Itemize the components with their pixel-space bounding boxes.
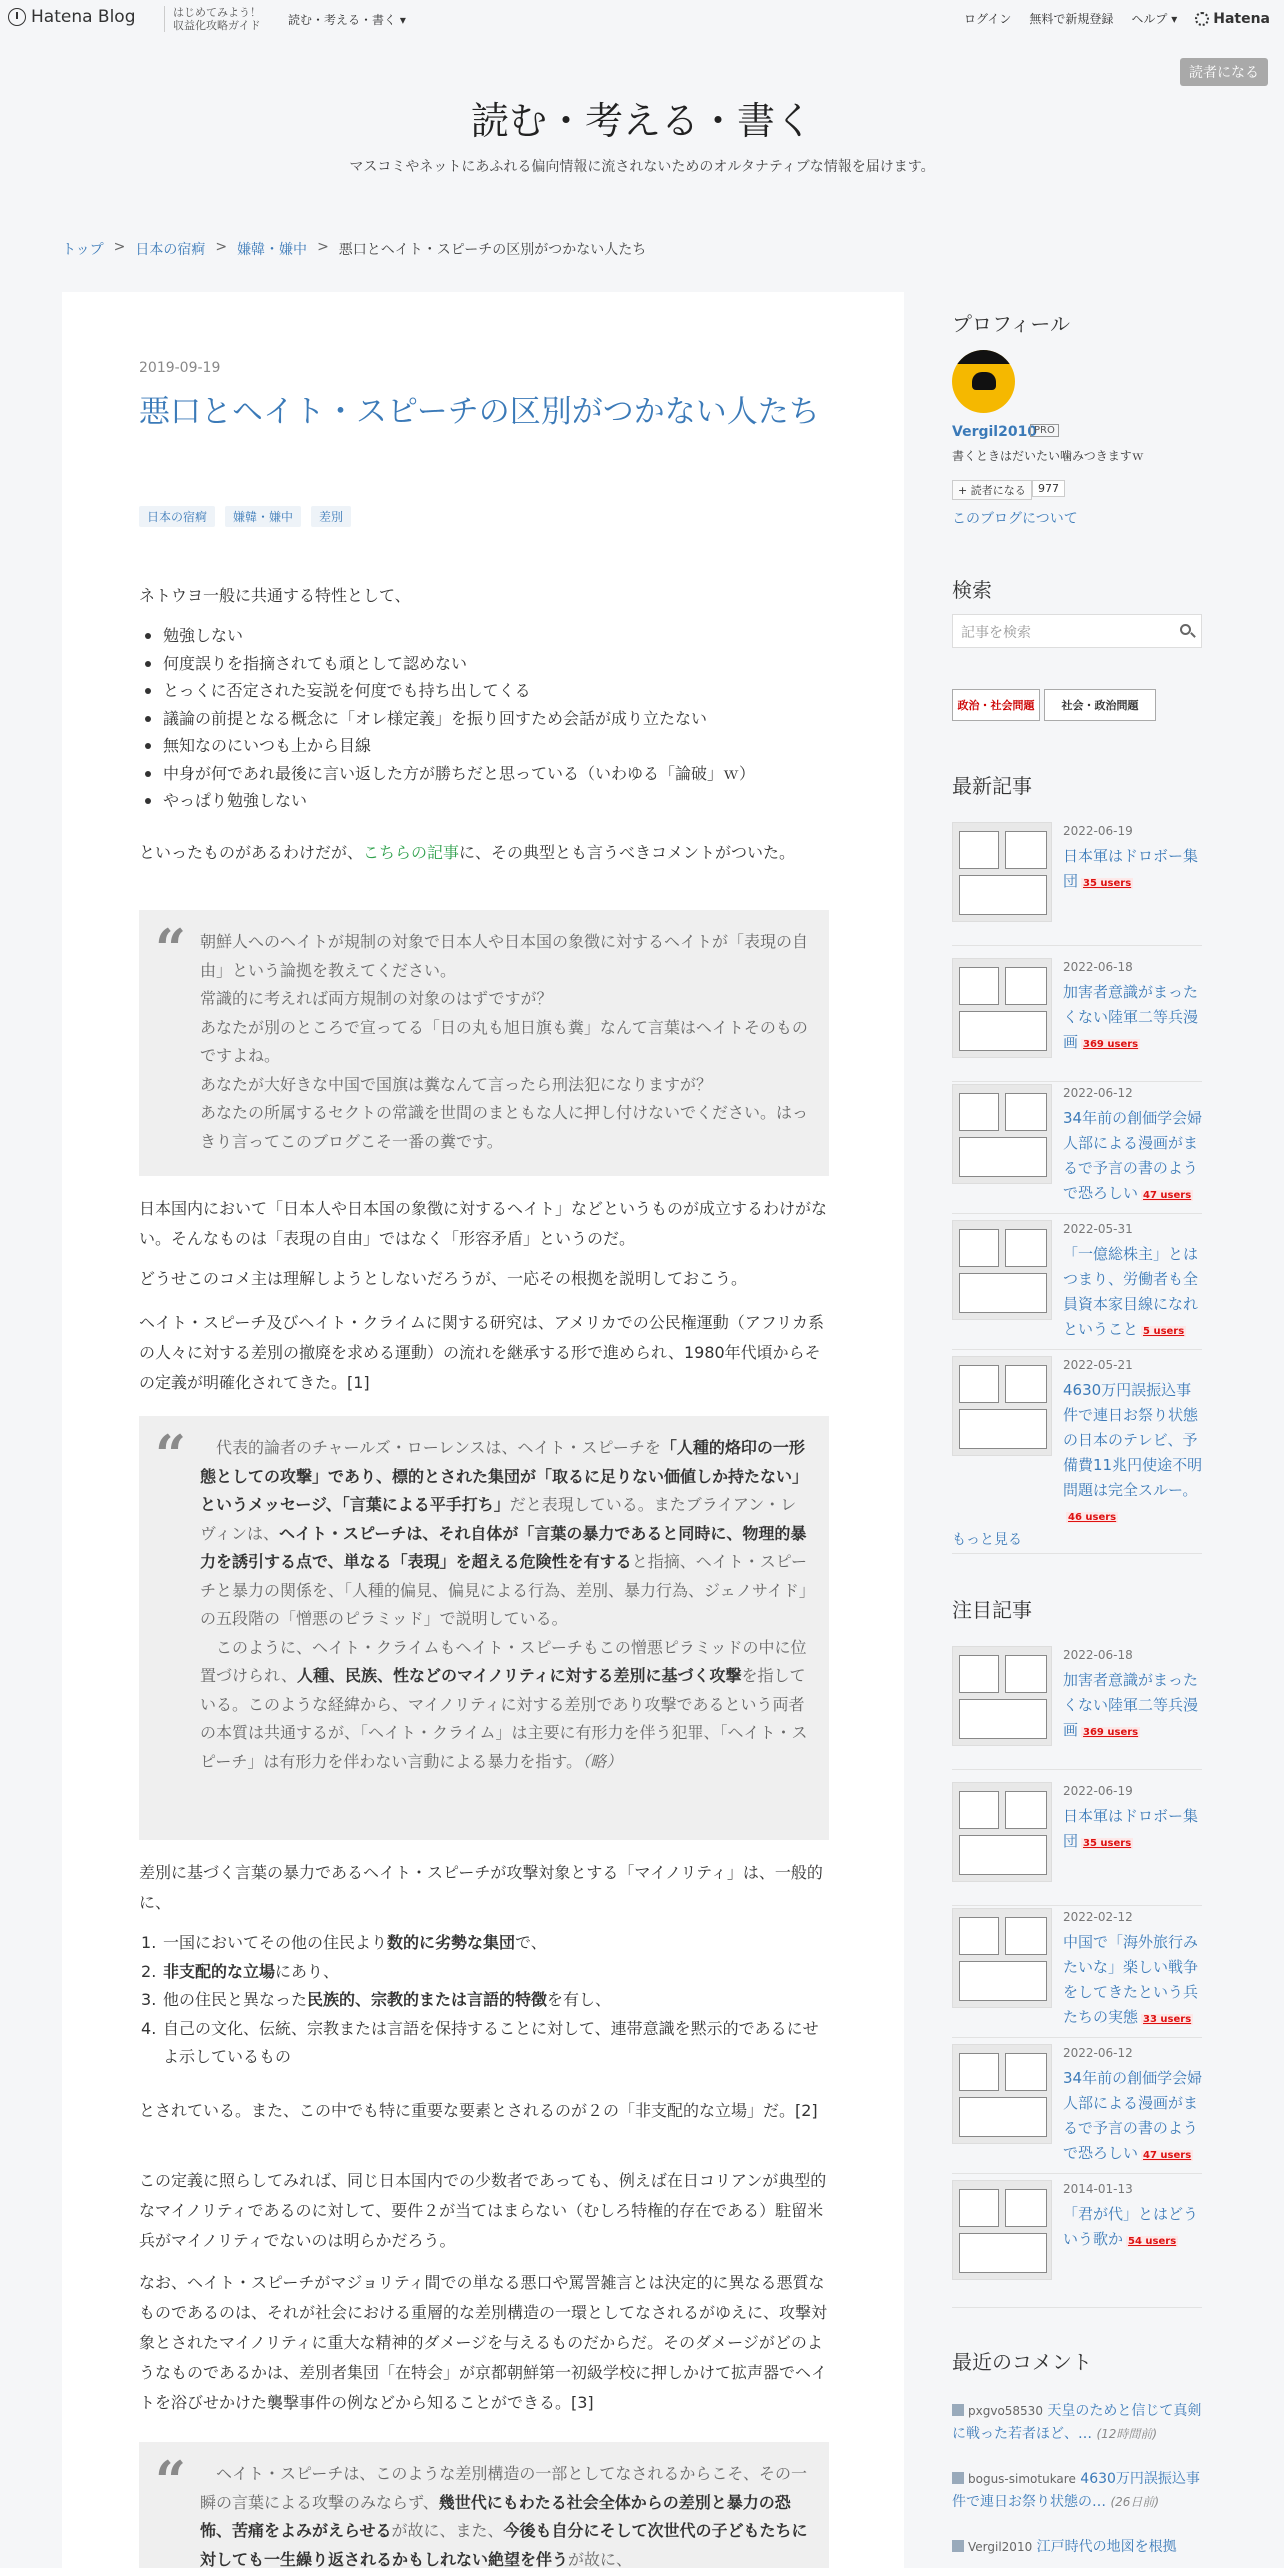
entry-title[interactable]: 悪口とヘイト・スピーチの区別がつかない人たち	[139, 394, 820, 430]
entry-thumbnail[interactable]	[952, 1646, 1052, 1746]
title-text: 34年前の創価学会婦人部による漫画がまるで予言の書のようで恐ろしい	[1063, 2069, 1203, 2162]
title-text: 4630万円誤振込事件で連日お祭り状態の日本のテレビ、予備費11兆円使途不明問題は完全スルー。	[1063, 1381, 1203, 1499]
blog-title[interactable]: 読む・考える・書く	[470, 99, 813, 143]
text: 一国においてその他の住民より	[163, 1933, 388, 1952]
text: で、	[515, 1933, 547, 1952]
search-placeholder: 記事を検索	[961, 625, 1031, 641]
entry-title[interactable]	[1063, 1242, 1203, 1344]
entry-title[interactable]	[1063, 1668, 1203, 1745]
title-text: 加害者意識がまったくない陸軍二等兵漫画	[1063, 1671, 1199, 1739]
list-item	[139, 1958, 829, 1987]
entry-thumbnail[interactable]	[952, 2180, 1052, 2280]
bookmark-count[interactable]: 54 users	[1128, 2236, 1177, 2247]
entry-title[interactable]	[1063, 1930, 1203, 2032]
cat-icon	[972, 372, 996, 390]
about-blog-link[interactable]: このブログについて	[952, 511, 1078, 527]
hatena-logo[interactable]	[1195, 10, 1270, 27]
title-text: 中国で「海外旅行みたいな」楽しい戦争をしてきたという兵たちの実態	[1063, 1933, 1199, 2026]
quote-line: 朝鮮人へのヘイトが規制の対象で日本人や日本国の象徴に対するヘイトが「表現の自由」という論拠を教えてください。	[200, 932, 809, 980]
bold-text: 幾世代にもわたる社会全体からの差別と暴力の恐怖、苦痛をよみがえらせる	[200, 2492, 791, 2540]
entry-title[interactable]	[1063, 2202, 1203, 2254]
search-heading: 検索	[952, 578, 992, 602]
text: といったものがあるわけだが、	[139, 843, 364, 862]
entry-date: 2022-06-18	[1063, 1648, 1133, 1662]
entry-date: 2022-06-18	[1063, 960, 1133, 974]
paragraph: ネトウヨ一般に共通する特性として、	[139, 586, 411, 605]
list-item: 何度誤りを指摘されても頑として認めない	[139, 650, 829, 678]
text: が故に、	[568, 2549, 633, 2568]
quote-icon: “	[155, 2449, 187, 2513]
text: と指摘、ヘイト・スピーチと暴力の関係を、「人種的偏見、偏見による行為、差別、暴力行為、ジェノサイド」の五段階の「憎悪のピラミッド」で説明している。	[200, 1552, 808, 1628]
entry-thumbnail[interactable]	[952, 958, 1052, 1058]
category-tag[interactable]: 嫌韓・嫌中	[225, 506, 301, 527]
login-link[interactable]: ログイン	[963, 12, 1012, 26]
monetization-guide-link[interactable]	[164, 6, 261, 32]
text: だと表現している。またブライアン・レヴィンは、	[200, 1495, 797, 1543]
bold-text: 「言葉による平手打ち」	[341, 1495, 510, 1514]
pro-badge: PRO	[1030, 424, 1059, 437]
entry-thumbnail[interactable]	[952, 1084, 1052, 1184]
ranking-banner-politics[interactable]: 政治・社会問題	[952, 689, 1040, 721]
entry-title[interactable]	[1063, 980, 1203, 1057]
bookmark-count[interactable]: 47 users	[1143, 1190, 1192, 1201]
recent-entry[interactable]	[952, 1356, 1202, 1554]
paragraph: この定義に照らしてみれば、同じ日本国内での少数者であっても、例えば在日コリアンが典型的なマイノリティであるのに対して、要件２が当てはまらない（むしろ特権的存在である）駐留米兵がマイノリティでないのは明らかだろう。	[139, 2171, 827, 2250]
breadcrumb-separator: >	[317, 239, 329, 255]
numbered-list	[139, 1929, 829, 2072]
quote-line: あなたが別のところで宣ってる「日の丸も旭日旗も糞」なんて言葉はヘイトそのものですよね。	[200, 1017, 808, 1065]
blog-menu[interactable]: 読む・考える・書く ▾	[288, 13, 406, 27]
recent-entry[interactable]	[952, 1220, 1202, 1350]
breadcrumb-separator: >	[113, 239, 126, 255]
entry-date[interactable]: 2019-09-19	[139, 360, 221, 376]
breadcrumb-current: 悪口とヘイト・スピーチの区別がつかない人たち	[338, 242, 647, 258]
quote-text	[200, 928, 808, 1156]
more-link[interactable]: もっと見る	[952, 1532, 1022, 1548]
featured-entry[interactable]	[952, 2180, 1202, 2308]
entry-thumbnail[interactable]	[952, 1356, 1052, 1456]
comment-text[interactable]: 天皇のためと信じて真剣に戦った若者ほど、…	[952, 2403, 1202, 2442]
featured-entry[interactable]	[952, 2044, 1202, 2174]
text: に、その典型とも言うべきコメントがついた。	[459, 843, 796, 862]
entry-categories	[139, 506, 351, 527]
entry-title[interactable]	[1063, 1804, 1203, 1856]
reader-count: 977	[1032, 480, 1065, 497]
list-item	[139, 1986, 829, 2015]
list-item: やっぱり勉強しない	[139, 787, 829, 815]
help-menu[interactable]: ヘルプ ▾	[1131, 12, 1178, 26]
hatena-blog-icon	[8, 8, 26, 26]
blockquote	[139, 910, 829, 1176]
text: にあり、	[275, 1961, 340, 1981]
bookmark-count[interactable]: 369 users	[1083, 1039, 1139, 1050]
featured-entry[interactable]	[952, 1646, 1202, 1770]
header-right	[964, 10, 1270, 27]
bookmark-count[interactable]: 35 users	[1083, 1838, 1132, 1849]
hatena-dots-icon	[1195, 12, 1209, 26]
breadcrumb	[62, 239, 646, 259]
entry-date: 2022-06-12	[1063, 1086, 1133, 1100]
article-link[interactable]: こちらの記事	[363, 843, 460, 862]
comments-heading: 最近のコメント	[952, 2350, 1092, 2374]
quote-icon: “	[155, 1423, 187, 1487]
entry-date: 2022-05-21	[1063, 1358, 1133, 1372]
category-tag[interactable]: 差別	[311, 506, 351, 527]
list-item: 自己の文化、伝統、宗教または言語を保持することに対して、連帯意識を黙示的であるにせよ示しているもの	[163, 2018, 819, 2066]
entry-thumbnail[interactable]	[952, 1782, 1052, 1882]
logo-text: Hatena Blog	[31, 7, 136, 27]
profile-description: 書くときはだいたい噛みつきますｗ	[952, 449, 1144, 463]
avatar[interactable]	[952, 350, 1015, 413]
signup-link[interactable]: 無料で新規登録	[1029, 12, 1114, 26]
list-item: 中身が何であれ最後に言い返した方が勝ちだと思っている（いわゆる「論破」ｗ）	[139, 760, 829, 788]
blog-description: マスコミやネットにあふれる偏向情報に流されないためのオルタナティブな情報を届けます。	[349, 159, 935, 175]
recent-heading: 最新記事	[952, 774, 1032, 798]
list-item: 勉強しない	[139, 622, 829, 650]
bold-text: 数的に劣勢な集団	[387, 1933, 516, 1952]
comment-user[interactable]: bogus-simotukare	[968, 2472, 1076, 2486]
bullet-list	[139, 622, 829, 815]
bookmark-count[interactable]: 47 users	[1143, 2150, 1192, 2161]
bookmark-count[interactable]: 33 users	[1143, 2014, 1192, 2025]
bookmark-count[interactable]: 46 users	[1068, 1512, 1117, 1523]
blockquote	[139, 2442, 829, 2568]
user-icon	[952, 2472, 964, 2484]
paragraph: 差別に基づく言葉の暴力であるヘイト・スピーチが攻撃対象とする「マイノリティ」は、一般的に、	[139, 1863, 823, 1912]
bold-text: 非支配的な立場	[163, 1961, 276, 1981]
entry-thumbnail[interactable]	[952, 822, 1052, 922]
paragraph: なお、ヘイト・スピーチがマジョリティ間での単なる悪口や罵詈雑言とは決定的に異なる悪質なものであるのは、それが社会における重層的な差別構造の一環としてなされるがゆえに、攻撃対象とされたマイノリティに重大な精神的ダメージを与えるものだからだ。そのダメージがどのようなものであるかは、差別者集団「在特会」が京都朝鮮第一初級学校に押しかけて拡声器でヘイトを浴びせかけた襲撃事件の例などから知ることができる。[3]	[139, 2273, 828, 2412]
entry-thumbnail[interactable]	[952, 1220, 1052, 1320]
user-icon	[952, 2404, 964, 2416]
featured-heading: 注目記事	[952, 1598, 1032, 1622]
entry-title[interactable]	[1063, 1106, 1203, 1208]
list-item: 議論の前提となる概念に「オレ様定義」を振り回すため会話が成り立たない	[139, 705, 829, 733]
paragraph: とされている。また、この中でも特に重要な要素とされるのが２の「非支配的な立場」だ。[2]	[139, 2101, 818, 2120]
entry-title[interactable]	[1063, 844, 1203, 896]
bold-text: 人種、民族、性などのマイノリティに対する差別に基づく攻撃	[296, 1666, 742, 1685]
subscribe-button[interactable]: 読者になる	[1180, 58, 1268, 86]
recent-comment[interactable]	[952, 2468, 1202, 2514]
entry-date: 2022-02-12	[1063, 1910, 1133, 1924]
search-icon[interactable]	[1180, 624, 1191, 635]
bold-text: 民族的、宗教的または言語的特徴	[307, 1990, 548, 2009]
bookmark-count[interactable]: 369 users	[1083, 1727, 1139, 1738]
paragraph: ヘイト・スピーチ及びヘイト・クライムに関する研究は、アメリカでの公民権運動（アフリカ系の人々に対する差別の撤廃を求める運動）の流れを継承する形で進められ、1980年代頃からその定義が明確化されてきた。[1]	[139, 1313, 824, 1392]
category-tag[interactable]: 日本の宿痾	[139, 506, 215, 527]
entry-title[interactable]	[1063, 2066, 1203, 2168]
entry-thumbnail[interactable]	[952, 2044, 1052, 2144]
text: このように、ヘイト・クライムもヘイト・スピーチもこの憎悪ピラミッドの中に位置づけられ、	[200, 1637, 807, 1685]
entry-date: 2014-01-13	[1063, 2182, 1133, 2196]
entry-date: 2022-06-19	[1063, 1784, 1133, 1798]
quote-text	[200, 1434, 808, 1776]
recent-entry[interactable]	[952, 1084, 1202, 1214]
title-text: 「一億総株主」とはつまり、労働者も全員資本家目線になれということ	[1063, 1245, 1199, 1338]
entry-date: 2022-05-31	[1063, 1222, 1133, 1236]
featured-entry[interactable]	[952, 1782, 1202, 1906]
guide-line1: はじめてみよう！	[173, 6, 261, 19]
user-icon	[952, 2540, 964, 2552]
username[interactable]: Vergil2010	[952, 424, 1038, 440]
title-text: 日本軍はドロボー集団	[1063, 1807, 1199, 1850]
ranking-banner-society[interactable]: 社会・政治問題	[1044, 689, 1156, 721]
text: が故に、また、	[391, 2521, 504, 2540]
quote-text	[200, 2460, 808, 2568]
quote-line: あなたが大好きな中国で国旗は糞なんて言ったら刑法犯になりますが？	[200, 1074, 713, 1094]
blockquote	[139, 1416, 829, 1840]
text: 代表的論者のチャールズ・ローレンスは、ヘイト・スピーチを	[200, 1438, 661, 1457]
recent-comment[interactable]	[952, 2400, 1202, 2446]
text: を指している。このような経緯から、マイノリティに対する差別であり攻撃であるという両者の本質は共通するが、「ヘイト・クライム」は主要に有形力を伴う犯罪、「ヘイト・スピーチ」は有形力を伴わない言動による暴力を指す。	[200, 1666, 808, 1771]
list-item	[139, 1929, 829, 1958]
profile-heading: プロフィール	[952, 312, 1070, 336]
recent-comment[interactable]	[952, 2536, 1202, 2559]
comment-user[interactable]: pxgvo58530	[968, 2404, 1043, 2418]
bookmark-count[interactable]: 35 users	[1083, 878, 1132, 889]
global-header	[0, 0, 1284, 38]
bold-text: 「人種的烙印の一形態としての攻撃」であり、標的とされた集団が「取るに足りない価値しか持たない」というメッセージ	[200, 1438, 809, 1514]
bold-text: 今後も自分にそして次世代の子どもたちに対しても一生繰り返されるかもしれない絶望を伴う	[200, 2521, 808, 2568]
text: ヘイト・スピーチは、このような差別構造の一部としてなされるからこそ、その一瞬の言葉による攻撃のみならず、	[200, 2464, 808, 2512]
text: を有し、	[547, 1990, 612, 2009]
bookmark-count[interactable]: 5 users	[1143, 1326, 1185, 1337]
entry-title[interactable]	[1063, 1378, 1203, 1530]
featured-entry[interactable]	[952, 1908, 1202, 2038]
breadcrumb-category-2[interactable]: 嫌韓・嫌中	[237, 242, 308, 258]
article-card	[62, 292, 904, 2568]
quote-line: あなたの所属するセクトの常識を世間のまともな人に押し付けないでください。はっきり言ってこのブログこそ一番の糞です。	[200, 1103, 809, 1151]
comment-user[interactable]: Vergil2010	[968, 2540, 1033, 2554]
list-item: 無知なのにいつも上から目線	[139, 732, 829, 760]
paragraph: 日本国内において「日本人や日本国の象徴に対するヘイト」などというものが成立するわけがない。そんなものは「表現の自由」ではなく「形容矛盾」というのだ。	[139, 1199, 828, 1248]
title-text: 日本軍はドロボー集団	[1063, 847, 1199, 890]
breadcrumb-category-1[interactable]: 日本の宿痾	[135, 242, 206, 258]
entry-date: 2022-06-19	[1063, 824, 1133, 838]
comment-text[interactable]: 江戸時代の地図を根拠	[1036, 2539, 1177, 2555]
comment-time: (26日前)	[1110, 2495, 1160, 2509]
bold-text: 、	[325, 1495, 342, 1514]
entry-thumbnail[interactable]	[952, 1908, 1052, 2008]
hatena-blog-logo[interactable]	[8, 7, 136, 27]
comment-time: (12時間前)	[1096, 2427, 1158, 2441]
breadcrumb-top[interactable]: トップ	[62, 242, 104, 258]
recent-entry[interactable]	[952, 958, 1202, 1082]
paragraph	[139, 838, 829, 868]
list-item: とっくに否定された妄説を何度でも持ち出してくる	[139, 677, 829, 705]
bold-text: ヘイト・スピーチは、それ自体が「言葉の暴力であると同時に、物理的暴力を誘引する点で、単なる「表現」を超える危険性を有する	[200, 1523, 807, 1571]
entry-date: 2022-06-12	[1063, 2046, 1133, 2060]
search-input[interactable]	[952, 614, 1202, 648]
quote-line: 常識的に考えれば両方規制の対象のはずですが？	[200, 989, 553, 1008]
title-text: 34年前の創価学会婦人部による漫画がまるで予言の書のようで恐ろしい	[1063, 1109, 1203, 1202]
guide-line2: 収益化攻略ガイド	[173, 19, 261, 32]
text: 他の住民と異なった	[163, 1990, 308, 2009]
title-text: 「君が代」とはどういう歌か	[1063, 2205, 1199, 2248]
avatar-banner	[952, 350, 1015, 364]
comment-text[interactable]: 4630万円誤振込事件で連日お祭り状態の…	[952, 2471, 1200, 2510]
breadcrumb-separator: >	[215, 239, 228, 255]
subscribe-small-button[interactable]: + 読者になる	[952, 480, 1032, 500]
paragraph: どうせこのコメ主は理解しようとしないだろうが、一応その根拠を説明しておこう。	[139, 1269, 748, 1288]
quote-icon: “	[155, 917, 187, 981]
italic-text: （略）	[582, 1751, 623, 1771]
recent-entry[interactable]	[952, 822, 1202, 946]
title-text: 加害者意識がまったくない陸軍二等兵漫画	[1063, 983, 1199, 1051]
hatena-text: Hatena	[1213, 10, 1270, 27]
